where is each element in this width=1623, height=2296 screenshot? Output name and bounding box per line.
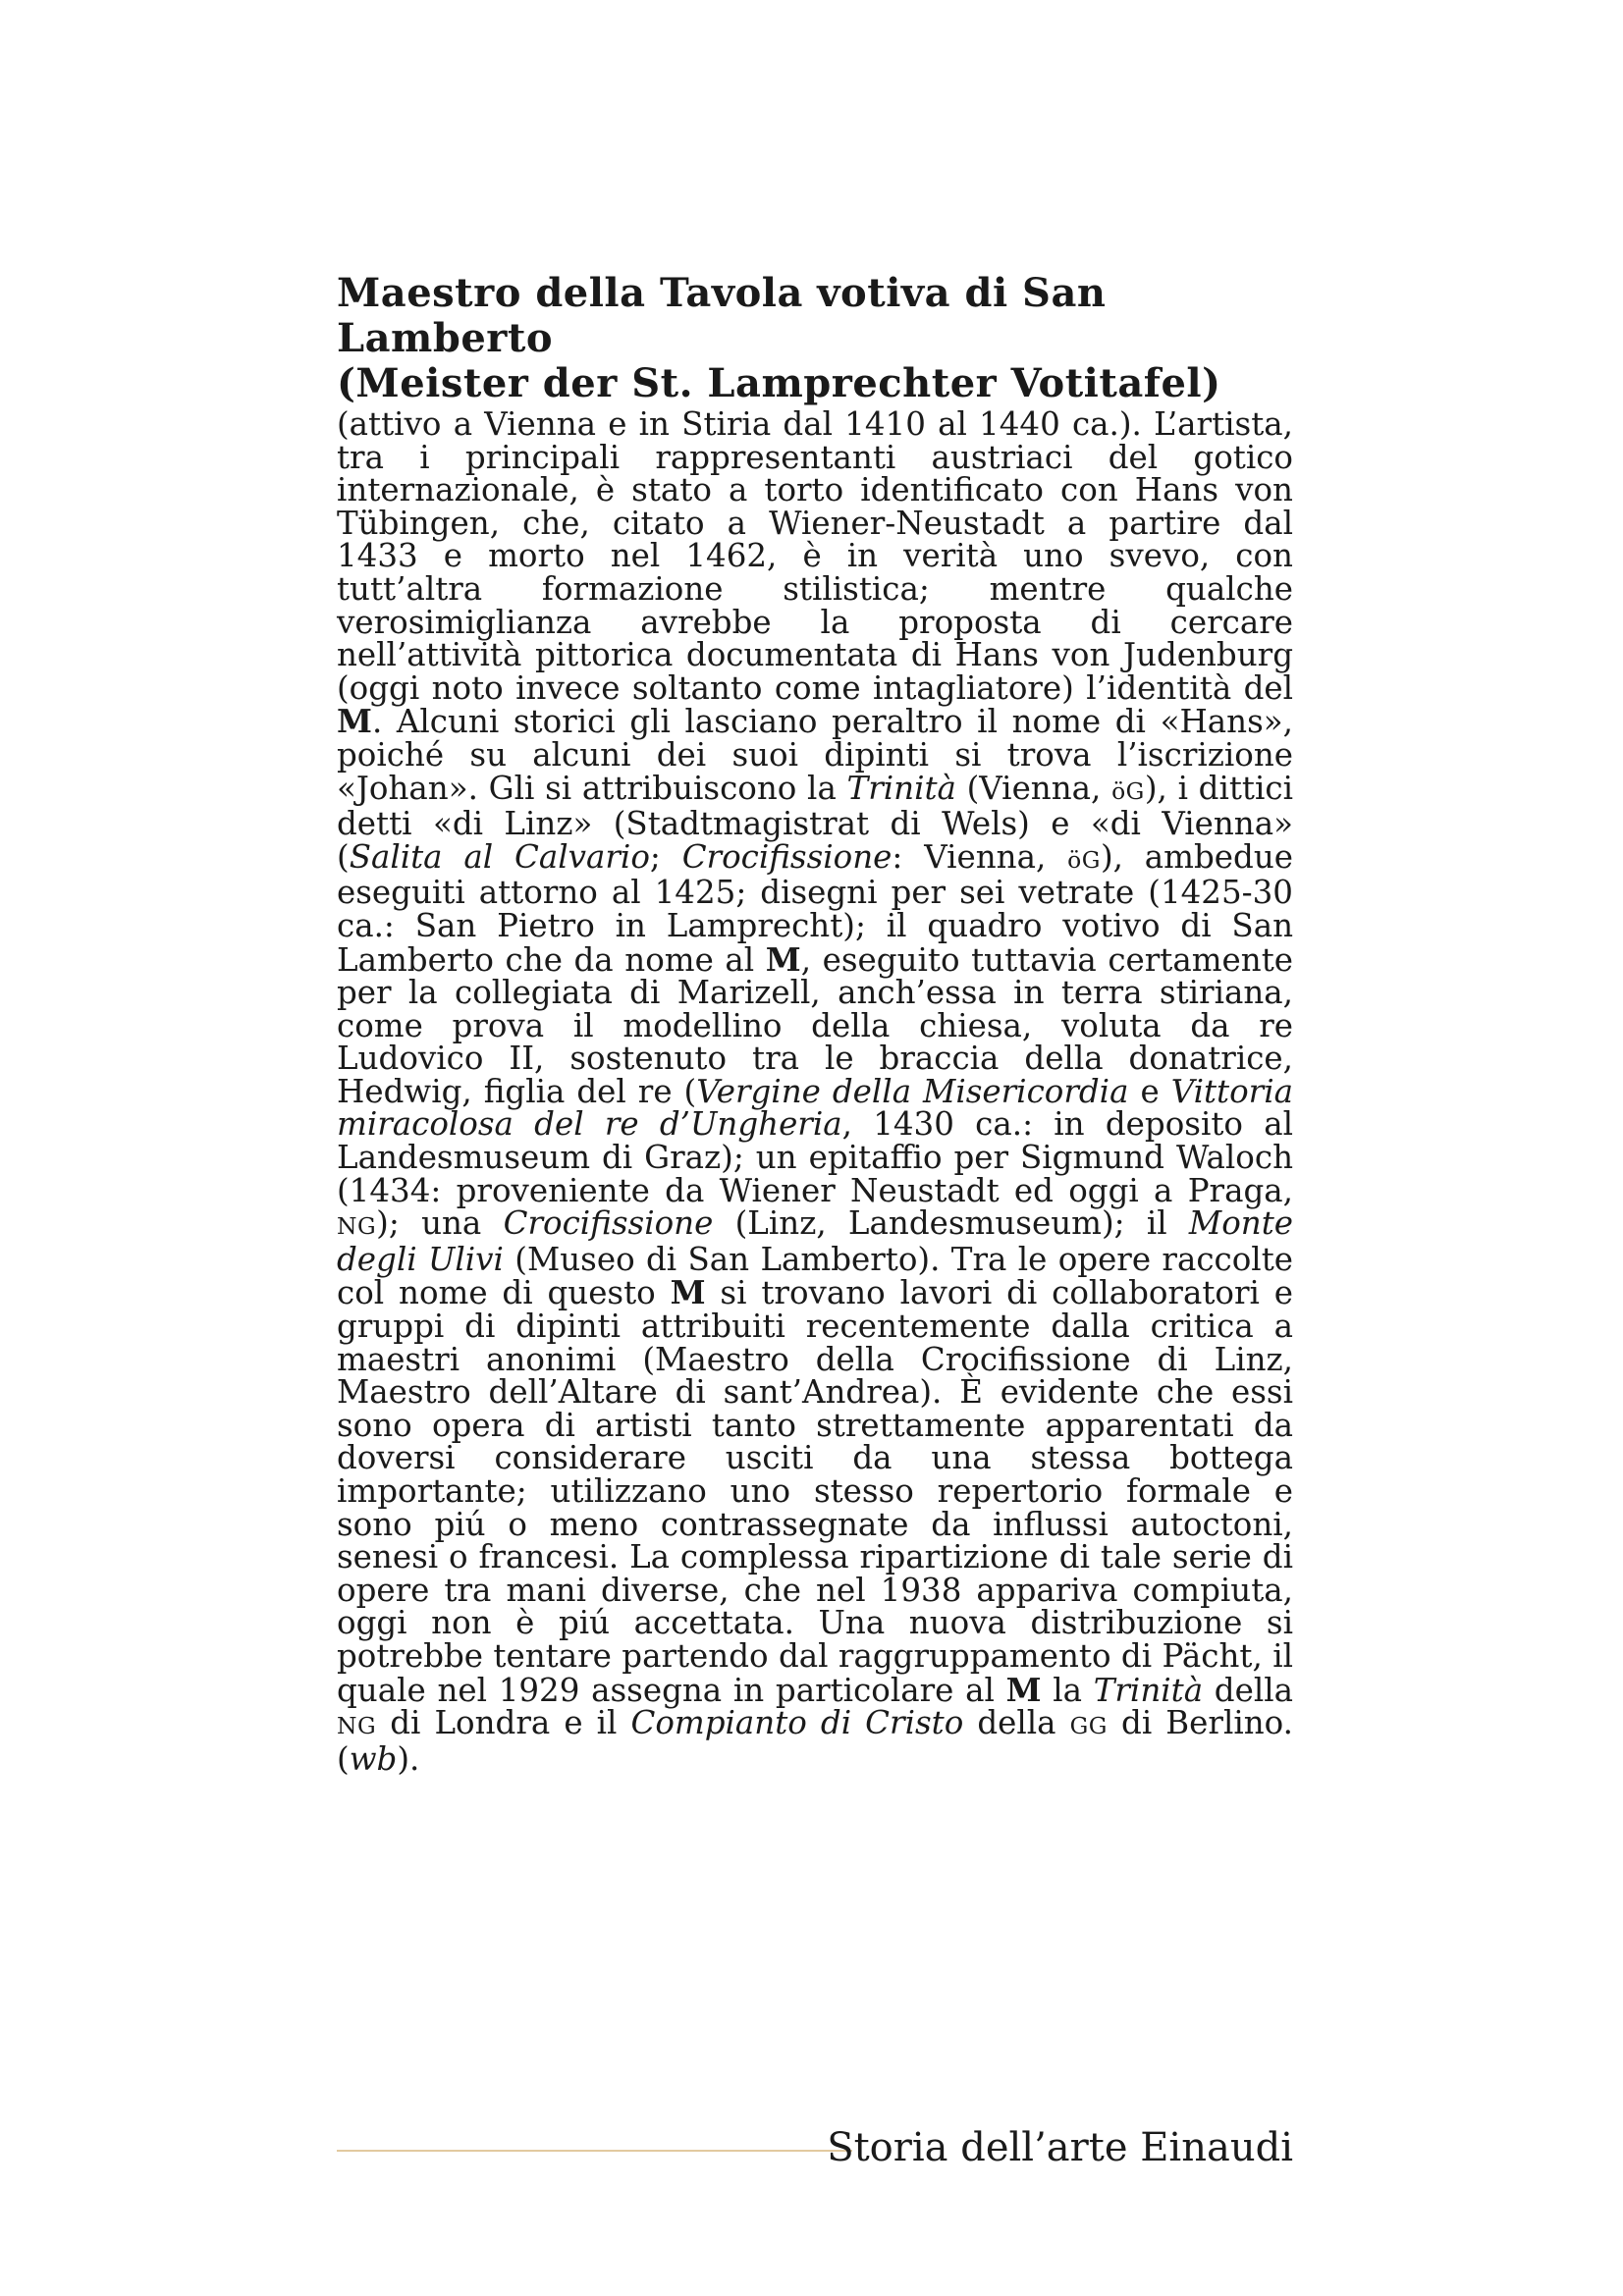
entry-title [337, 271, 1293, 406]
text-run: , eseguito tuttavia certamente per la collegiata di Marizell, anch’essa in terra stiriana, come prova il modellino della chiesa, voluta da re Ludovico II, sostenuto tra le braccia della donatrice, Hedwig, figlia del re ( [337, 940, 1294, 1110]
maestro-abbrev: M [765, 939, 801, 979]
text-run: ), ambedue eseguiti attorno al 1425; disegni per sei vetrate (1425-30 ca.: San Pietro in Lamprecht); il quadro votivo di San Lamberto che da nome al [337, 837, 1293, 979]
museum-abbrev: NG [337, 1212, 377, 1241]
text-run: ); una [376, 1204, 504, 1243]
artwork-title: Salita al Calvario [349, 837, 650, 876]
text-run: della [1203, 1671, 1293, 1709]
maestro-abbrev: M [1005, 1670, 1042, 1709]
footer-label: Storia dell’arte Einaudi [827, 2125, 1293, 2170]
footer-rule [337, 2150, 852, 2152]
text-run: (Museo di San Lamberto). Tra le opere raccolte col nome di questo [337, 1240, 1293, 1312]
entry-body [337, 405, 1294, 1778]
text-run: la [1041, 1671, 1094, 1709]
artwork-title: Compianto di Cristo [630, 1704, 964, 1742]
museum-abbrev: öG [1111, 776, 1145, 805]
artwork-title: Trinità [1093, 1671, 1204, 1709]
text-run: di Londra e il [376, 1704, 631, 1742]
text-run: ). [397, 1739, 420, 1778]
text-run: e [1128, 1072, 1171, 1110]
artwork-title: Crocifissione [503, 1204, 714, 1243]
artwork-title: Vergine della Misericordia [696, 1072, 1129, 1110]
text-run: della [963, 1704, 1070, 1742]
entry-title-line-2: (Meister der St. Lamprechter Votitafel) [337, 360, 1221, 406]
museum-abbrev: NG [337, 1712, 377, 1740]
maestro-abbrev: M [337, 702, 372, 741]
author-initials: wb [349, 1739, 398, 1778]
text-run: , 1430 ca.: in deposito al Landesmuseum di Graz); un epitaffio per Sigmund Waloch (1434: proveniente da Wiener Neustadt ed oggi a Praga, [337, 1105, 1293, 1209]
page-footer [337, 2120, 1293, 2179]
artwork-title: Monte degli Ulivi [337, 1204, 1293, 1278]
artwork-title: Trinità [846, 769, 956, 807]
text-run: di Berlino. ( [337, 1704, 1293, 1778]
text-run: (Linz, Landesmuseum); il [713, 1204, 1189, 1243]
text-run: si trovano lavori di collaboratori e gruppi di dipinti attribuiti recentemente dalla critica a maestri anonimi (Maestro della Crocifissione di Linz, Maestro dell’Altare di sant’Andrea). È evidente che essi sono opera di artisti tanto strettamente apparentati da doversi considerare usciti da una stessa bottega importante; utilizzano uno stesso repertorio formale e sono piú o meno contrassegnate da influssi autoctoni, senesi o francesi. La complessa ripartizione di tale serie di opere tra mani diverse, che nel 1938 appariva compiuta, oggi non è piú accettata. Una nuova distribuzione si potrebbe tentare partendo dal raggruppamento di Pächt, il quale nel 1929 assegna in particolare al [337, 1274, 1293, 1709]
text-run: (attivo a Vienna e in Stiria dal 1410 al 1440 ca.). L’artista, tra i principali rappresentanti austriaci del gotico internazionale, è stato a torto identificato con Hans von Tübingen, che, citato a Wiener-Neustadt a partire dal 1433 e morto nel 1462, è in verità uno svevo, con tutt’altra formazione stilistica; mentre qualche verosimiglianza avrebbe la proposta di cercare nell’attività pittorica documentata di Hans von Judenburg (oggi noto invece soltanto come intagliatore) l’identità del [337, 405, 1293, 707]
museum-abbrev: öG [1067, 845, 1101, 874]
text-run: ; [649, 837, 682, 876]
text-run: : Vienna, [892, 837, 1068, 876]
entry-title-line-1: Maestro della Tavola votiva di San Lamberto [337, 270, 1107, 361]
artwork-title: Crocifissione [681, 837, 893, 876]
text-run: . Alcuni storici gli lasciano peraltro il nome di «Hans», poiché su alcuni dei suoi dipinti si trova l’iscrizione «Johan». Gli si attribuiscono la [337, 703, 1293, 807]
maestro-abbrev: M [670, 1273, 706, 1312]
text-run: (Vienna, [955, 769, 1112, 807]
museum-abbrev: GG [1069, 1712, 1108, 1740]
artwork-title: Vittoria miracolosa del re d’Ungheria [337, 1072, 1293, 1144]
entry [337, 271, 1293, 1776]
text-run: ), i dittici detti «di Linz» (Stadtmagistrat di Wels) e «di Vienna» ( [337, 769, 1293, 876]
